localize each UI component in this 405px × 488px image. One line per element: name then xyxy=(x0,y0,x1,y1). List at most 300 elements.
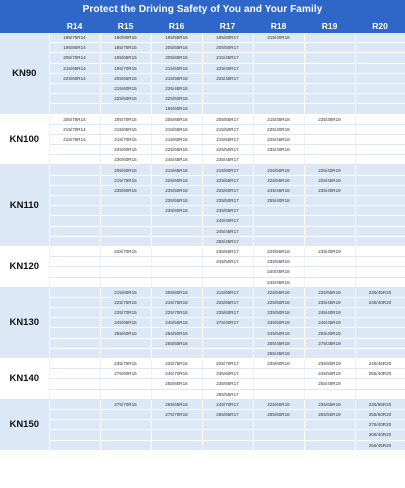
tire-size-cell: 225/45R18 xyxy=(253,134,304,144)
tire-size-cell xyxy=(355,277,405,287)
table-row xyxy=(0,33,405,43)
table-row xyxy=(0,257,405,267)
tire-size-cell: 235/40R19 xyxy=(304,185,355,195)
tire-size-cell: 185/75R15 xyxy=(100,43,151,53)
tire-size-cell xyxy=(355,348,405,358)
tire-size-cell xyxy=(100,348,151,358)
tire-size-cell xyxy=(49,216,100,226)
tire-size-cell: 275/35R19 xyxy=(304,338,355,348)
table-row xyxy=(0,328,405,338)
tire-size-cell: 225/60R14 xyxy=(49,73,100,83)
tire-size-cell xyxy=(304,206,355,216)
tire-size-cell xyxy=(100,389,151,399)
tire-size-cell: 255/60R16 xyxy=(151,379,202,389)
tire-size-cell: 255/45R20 xyxy=(355,440,405,450)
tire-size-cell: 275/70R15 xyxy=(100,399,151,409)
tire-size-cell: 195/80R14 xyxy=(49,43,100,53)
table-row xyxy=(0,297,405,307)
table-row xyxy=(0,155,405,165)
table-row xyxy=(0,104,405,114)
tire-size-cell: 225/55R18 xyxy=(253,287,304,297)
tire-size-cell: 235/55R17 xyxy=(202,206,253,216)
tire-size-cell: 215/55R16 xyxy=(151,73,202,83)
header-r14: R14 xyxy=(49,20,100,33)
tire-size-cell: 215/50R17 xyxy=(202,124,253,134)
table-row xyxy=(0,389,405,399)
tire-size-cell: 225/60R16 xyxy=(151,175,202,185)
tire-size-cell xyxy=(202,328,253,338)
tire-size-cell: 245/70R16 xyxy=(151,369,202,379)
header-model xyxy=(0,20,49,33)
tire-size-cell xyxy=(49,359,100,369)
table-row xyxy=(0,196,405,206)
tire-size-cell xyxy=(355,328,405,338)
tire-size-cell xyxy=(355,246,405,256)
tire-size-cell: 215/45R17 xyxy=(202,53,253,63)
tire-size-cell: 180/80R15 xyxy=(100,33,151,43)
tire-size-cell xyxy=(355,145,405,155)
tire-size-cell xyxy=(151,226,202,236)
tire-size-cell: 235/65R17 xyxy=(202,379,253,389)
tire-size-cell: 235/55R16 xyxy=(151,196,202,206)
tire-size-cell xyxy=(253,83,304,93)
tire-size-cell: 235/40R19 xyxy=(304,246,355,256)
table-row xyxy=(0,287,405,297)
tire-size-cell: 195/75R14 xyxy=(49,33,100,43)
tire-size-cell xyxy=(100,440,151,450)
tire-size-cell xyxy=(100,409,151,419)
tire-size-cell xyxy=(49,308,100,318)
tire-size-cell xyxy=(202,338,253,348)
tire-size-cell: 225/40R18 xyxy=(253,124,304,134)
tire-size-cell xyxy=(355,318,405,328)
model-label: KN120 xyxy=(0,246,49,287)
tire-size-cell: 225/55R16 xyxy=(151,145,202,155)
table-row xyxy=(0,399,405,409)
tire-size-cell: 235/55R18 xyxy=(253,257,304,267)
tire-size-cell: 205/60R15 xyxy=(100,165,151,175)
tire-size-cell: 205/50R17 xyxy=(202,43,253,53)
tire-size-cell xyxy=(253,440,304,450)
tire-size-cell xyxy=(49,236,100,246)
tire-size-cell: 225/50R18 xyxy=(253,165,304,175)
table-row xyxy=(0,83,405,93)
tire-size-cell: 215/60R15 xyxy=(100,83,151,93)
tire-size-cell xyxy=(202,267,253,277)
tire-size-cell: 235/50R17 xyxy=(202,196,253,206)
tire-size-cell xyxy=(355,43,405,53)
tire-size-cell xyxy=(304,155,355,165)
tire-size-cell xyxy=(100,196,151,206)
tire-size-cell: 235/65R19 xyxy=(304,399,355,409)
tire-size-cell: 235/45R20 xyxy=(355,287,405,297)
table-row xyxy=(0,308,405,318)
tire-size-cell xyxy=(304,216,355,226)
tire-size-cell xyxy=(49,369,100,379)
tire-size-cell: 245/40R17 xyxy=(202,216,253,226)
table-row xyxy=(0,73,405,83)
tire-size-cell: 215/50R16 xyxy=(151,63,202,73)
tire-size-cell: 240/45R18 xyxy=(253,267,304,277)
tire-size-cell: 215/70R14 xyxy=(49,124,100,134)
tire-size-cell xyxy=(202,420,253,430)
tire-size-cell xyxy=(304,389,355,399)
tire-size-cell xyxy=(49,379,100,389)
tire-size-cell: 265/65R17 xyxy=(202,409,253,419)
tire-size-cell xyxy=(253,73,304,83)
tire-size-cell xyxy=(49,94,100,104)
tire-size-cell xyxy=(49,206,100,216)
table-row xyxy=(0,145,405,155)
tire-size-cell xyxy=(355,257,405,267)
tire-size-cell xyxy=(100,338,151,348)
tire-size-cell: 215/65R17 xyxy=(202,287,253,297)
tire-size-cell: 225/70R17 xyxy=(202,359,253,369)
tire-size-cell: 235/75R15 xyxy=(100,359,151,369)
tire-size-cell: 245/55R16 xyxy=(151,318,202,328)
tire-size-cell xyxy=(355,308,405,318)
tire-size-cell: 215/70R15 xyxy=(100,134,151,144)
tire-size-cell: 225/50R17 xyxy=(202,145,253,155)
tire-size-cell: 245/45R16 xyxy=(151,155,202,165)
table-row xyxy=(0,94,405,104)
table-row xyxy=(0,277,405,287)
table-row xyxy=(0,206,405,216)
tire-size-cell: 195/65R15 xyxy=(100,53,151,63)
tire-size-cell xyxy=(151,348,202,358)
tire-size-cell xyxy=(304,53,355,63)
tire-size-cell xyxy=(49,267,100,277)
tire-size-cell: 245/40R20 xyxy=(355,297,405,307)
table-row xyxy=(0,124,405,134)
tire-size-cell: 235/55R17 xyxy=(202,246,253,256)
tire-size-cell xyxy=(151,236,202,246)
tire-size-cell: 225/40R17 xyxy=(202,63,253,73)
tire-size-cell xyxy=(151,216,202,226)
tire-size-cell: 255/40R19 xyxy=(304,328,355,338)
tire-size-cell xyxy=(355,33,405,43)
tire-size-cell xyxy=(253,216,304,226)
tire-size-cell: 205/70R15 xyxy=(100,114,151,124)
tire-size-cell: 255/50R16 xyxy=(151,328,202,338)
tire-size-cell: 235/60R15 xyxy=(100,185,151,195)
tire-size-cell xyxy=(304,226,355,236)
tire-size-cell: 215/65R15 xyxy=(100,124,151,134)
tire-size-cell: 275/70R16 xyxy=(151,409,202,419)
tire-size-cell: 195/55R16 xyxy=(151,33,202,43)
tire-size-cell: 255/50R20 xyxy=(355,409,405,419)
tire-size-cell xyxy=(355,124,405,134)
tire-size-cell xyxy=(49,389,100,399)
tire-size-cell xyxy=(355,165,405,175)
table-row xyxy=(0,226,405,236)
table-header xyxy=(0,20,405,33)
tire-size-cell xyxy=(253,430,304,440)
tire-size-cell: 225/55R18 xyxy=(253,175,304,185)
tire-size-cell: 245/70R17 xyxy=(202,399,253,409)
tire-size-cell: 235/55R20 xyxy=(355,399,405,409)
tire-size-cell xyxy=(253,155,304,165)
tire-size-cell xyxy=(253,236,304,246)
tire-size-cell xyxy=(304,430,355,440)
tire-size-cell: 235/50R19 xyxy=(304,359,355,369)
tire-size-cell: 275/60R15 xyxy=(100,369,151,379)
tire-size-cell: 225/45R19 xyxy=(304,175,355,185)
tire-size-cell xyxy=(355,185,405,195)
tire-size-cell xyxy=(100,236,151,246)
table-row xyxy=(0,43,405,53)
tire-size-cell xyxy=(49,338,100,348)
tire-size-cell xyxy=(304,134,355,144)
tire-size-cell xyxy=(304,277,355,287)
header-r17: R17 xyxy=(202,20,253,33)
table-row xyxy=(0,348,405,358)
tire-size-cell: 275/40R17 xyxy=(202,318,253,328)
tire-size-cell xyxy=(253,389,304,399)
tire-size-cell: 225/55R18 xyxy=(253,246,304,256)
tire-size-cell xyxy=(355,94,405,104)
tire-size-cell: 245/50R18 xyxy=(253,328,304,338)
tire-size-cell: 235/45R19 xyxy=(304,297,355,307)
tire-size-cell: 215/55R16 xyxy=(151,124,202,134)
tire-size-cell: 245/65R15 xyxy=(100,318,151,328)
tire-size-cell: 245/40R19 xyxy=(304,308,355,318)
tire-size-cell: 225/55R19 xyxy=(304,287,355,297)
tire-size-cell xyxy=(151,430,202,440)
table-row xyxy=(0,420,405,430)
tire-size-cell xyxy=(355,379,405,389)
tire-size-cell: 235/60R18 xyxy=(253,318,304,328)
tire-size-cell: 215/65R16 xyxy=(151,165,202,175)
tire-size-cell: 225/65R17 xyxy=(202,297,253,307)
tire-size-cell xyxy=(49,257,100,267)
tire-size-cell xyxy=(100,257,151,267)
tire-size-cell: 215/75R14 xyxy=(49,134,100,144)
tire-size-cell xyxy=(49,155,100,165)
tire-size-cell: 215/75R16 xyxy=(151,297,202,307)
tire-size-cell xyxy=(355,338,405,348)
tire-size-cell: 235/40R18 xyxy=(253,145,304,155)
tire-size-cell: 255/50R19 xyxy=(304,409,355,419)
table-row xyxy=(0,165,405,175)
tire-size-cell: 255/45R17 xyxy=(202,236,253,246)
tire-size-cell xyxy=(202,348,253,358)
tire-size-cell: 235/50R16 xyxy=(151,185,202,195)
tire-size-cell xyxy=(355,226,405,236)
tire-size-cell: 225/55R17 xyxy=(202,175,253,185)
tire-size-cell xyxy=(304,196,355,206)
tire-size-cell: 255/45R19 xyxy=(304,379,355,389)
model-label: KN140 xyxy=(0,359,49,400)
tire-size-cell: 255/60R15 xyxy=(100,328,151,338)
table-row xyxy=(0,216,405,226)
table-row xyxy=(0,430,405,440)
table-row xyxy=(0,369,405,379)
tire-size-cell xyxy=(304,43,355,53)
tire-size-cell xyxy=(304,236,355,246)
tire-size-cell xyxy=(355,196,405,206)
tire-size-cell xyxy=(304,83,355,93)
tire-size-cell xyxy=(151,277,202,287)
tire-size-cell: 225/40R19 xyxy=(304,165,355,175)
table-row xyxy=(0,63,405,73)
tire-size-cell: 205/65R16 xyxy=(151,114,202,124)
tire-size-cell xyxy=(49,196,100,206)
tire-size-cell xyxy=(100,206,151,216)
tire-size-cell: 195/70R15 xyxy=(100,63,151,73)
tire-size-cell xyxy=(253,379,304,389)
table-row xyxy=(0,338,405,348)
tire-size-cell xyxy=(253,104,304,114)
tire-size-cell: 235/50R18 xyxy=(253,308,304,318)
tire-size-cell: 255/55R17 xyxy=(202,389,253,399)
table-row xyxy=(0,175,405,185)
tire-size-cell xyxy=(151,267,202,277)
tire-size-cell: 305/40R20 xyxy=(355,430,405,440)
tire-size-cell xyxy=(253,53,304,63)
table-row xyxy=(0,409,405,419)
tire-size-cell xyxy=(304,104,355,114)
tire-size-cell: 215/45R18 xyxy=(253,114,304,124)
tire-size-cell xyxy=(100,379,151,389)
tire-size-cell xyxy=(355,104,405,114)
tire-size-cell xyxy=(355,155,405,165)
tire-size-table xyxy=(0,20,405,451)
tire-size-cell xyxy=(151,246,202,256)
table-row xyxy=(0,318,405,328)
page-title: Protect the Driving Safety of You and Your Family xyxy=(0,0,405,20)
tire-size-cell xyxy=(355,134,405,144)
tire-size-cell xyxy=(304,257,355,267)
tire-size-cell xyxy=(151,440,202,450)
tire-size-cell: 205/55R17 xyxy=(202,114,253,124)
tire-size-cell xyxy=(49,420,100,430)
tire-size-cell: 225/60R17 xyxy=(202,185,253,195)
tire-size-cell: 275/40R20 xyxy=(355,420,405,430)
tire-size-cell: 245/45R19 xyxy=(304,318,355,328)
tire-size-cell: 225/45R16 xyxy=(151,83,202,93)
tire-size-cell xyxy=(49,409,100,419)
header-row xyxy=(0,20,405,33)
tire-size-cell xyxy=(355,236,405,246)
tire-size-cell xyxy=(49,185,100,195)
tire-size-cell xyxy=(253,94,304,104)
tire-size-cell xyxy=(355,53,405,63)
table-body xyxy=(0,33,405,450)
tire-size-cell xyxy=(49,246,100,256)
tire-size-cell: 245/45R18 xyxy=(253,185,304,195)
tire-size-cell: 265/60R18 xyxy=(253,409,304,419)
tire-size-cell xyxy=(100,267,151,277)
tire-size-cell: 225/70R15 xyxy=(100,246,151,256)
model-label: KN100 xyxy=(0,114,49,165)
tire-size-cell: 245/45R17 xyxy=(202,226,253,236)
tire-size-cell: 195/60R16 xyxy=(151,104,202,114)
tire-size-cell: 205/60R16 xyxy=(151,53,202,63)
tire-size-cell xyxy=(304,124,355,134)
table-row xyxy=(0,53,405,63)
tire-size-cell: 215/80R15 xyxy=(100,287,151,297)
tire-size-cell: 235/60R16 xyxy=(151,206,202,216)
table-row xyxy=(0,114,405,124)
tire-size-cell xyxy=(100,216,151,226)
tire-size-cell xyxy=(100,420,151,430)
tire-size-cell: 265/65R16 xyxy=(151,399,202,409)
tire-size-cell: 215/65R14 xyxy=(49,63,100,73)
tire-size-cell: 185/60R17 xyxy=(202,33,253,43)
tire-size-cell: 225/70R16 xyxy=(151,308,202,318)
tire-size-cell: 215/40R18 xyxy=(253,33,304,43)
model-label: KN90 xyxy=(0,33,49,114)
header-r15: R15 xyxy=(100,20,151,33)
tire-size-cell xyxy=(304,63,355,73)
header-r16: R16 xyxy=(151,20,202,33)
tire-size-cell xyxy=(355,267,405,277)
tire-size-cell: 235/60R18 xyxy=(253,359,304,369)
tire-size-cell xyxy=(49,430,100,440)
tire-size-cell xyxy=(49,104,100,114)
tire-size-cell xyxy=(253,63,304,73)
tire-size-cell: 235/60R17 xyxy=(202,308,253,318)
table-row xyxy=(0,267,405,277)
tire-size-cell: 235/35R19 xyxy=(304,114,355,124)
header-r19: R19 xyxy=(304,20,355,33)
tire-size-cell: 225/75R15 xyxy=(100,297,151,307)
tire-size-cell: 225/75R16 xyxy=(151,359,202,369)
model-label: KN150 xyxy=(0,399,49,450)
tire-size-cell xyxy=(151,420,202,430)
tire-size-cell: 225/50R16 xyxy=(151,94,202,104)
tire-size-cell xyxy=(49,145,100,155)
tire-size-cell xyxy=(49,226,100,236)
tire-size-cell xyxy=(355,63,405,73)
tire-size-cell: 225/60R18 xyxy=(253,399,304,409)
tire-size-cell xyxy=(355,114,405,124)
tire-size-cell xyxy=(49,165,100,175)
tire-size-cell: 205/55R16 xyxy=(151,43,202,53)
tire-size-cell xyxy=(202,430,253,440)
tire-size-cell xyxy=(253,206,304,216)
tire-size-cell xyxy=(151,257,202,267)
tire-size-cell xyxy=(49,175,100,185)
tire-size-cell xyxy=(355,206,405,216)
tire-size-cell xyxy=(49,83,100,93)
tire-size-cell xyxy=(151,389,202,399)
tire-size-cell: 225/45R17 xyxy=(202,73,253,83)
tire-size-cell xyxy=(355,73,405,83)
table-row xyxy=(0,440,405,450)
tire-size-cell xyxy=(304,33,355,43)
tire-size-cell xyxy=(202,94,253,104)
tire-size-cell: 215/75R15 xyxy=(100,175,151,185)
tire-size-cell: 235/45R17 xyxy=(202,155,253,165)
tire-size-cell xyxy=(304,267,355,277)
tire-size-cell: 255/40R20 xyxy=(355,369,405,379)
tire-size-cell: 255/55R16 xyxy=(151,338,202,348)
tire-size-cell: 215/60R16 xyxy=(151,134,202,144)
tire-size-cell xyxy=(253,226,304,236)
tire-size-cell xyxy=(304,348,355,358)
tire-size-cell: 245/45R20 xyxy=(355,359,405,369)
tire-size-cell xyxy=(49,277,100,287)
tire-size-cell xyxy=(355,83,405,93)
tire-size-cell xyxy=(253,43,304,53)
tire-size-cell xyxy=(253,369,304,379)
header-r18: R18 xyxy=(253,20,304,33)
header-r20: R20 xyxy=(355,20,405,33)
tire-size-cell: 205/70R14 xyxy=(49,53,100,63)
table-row xyxy=(0,185,405,195)
